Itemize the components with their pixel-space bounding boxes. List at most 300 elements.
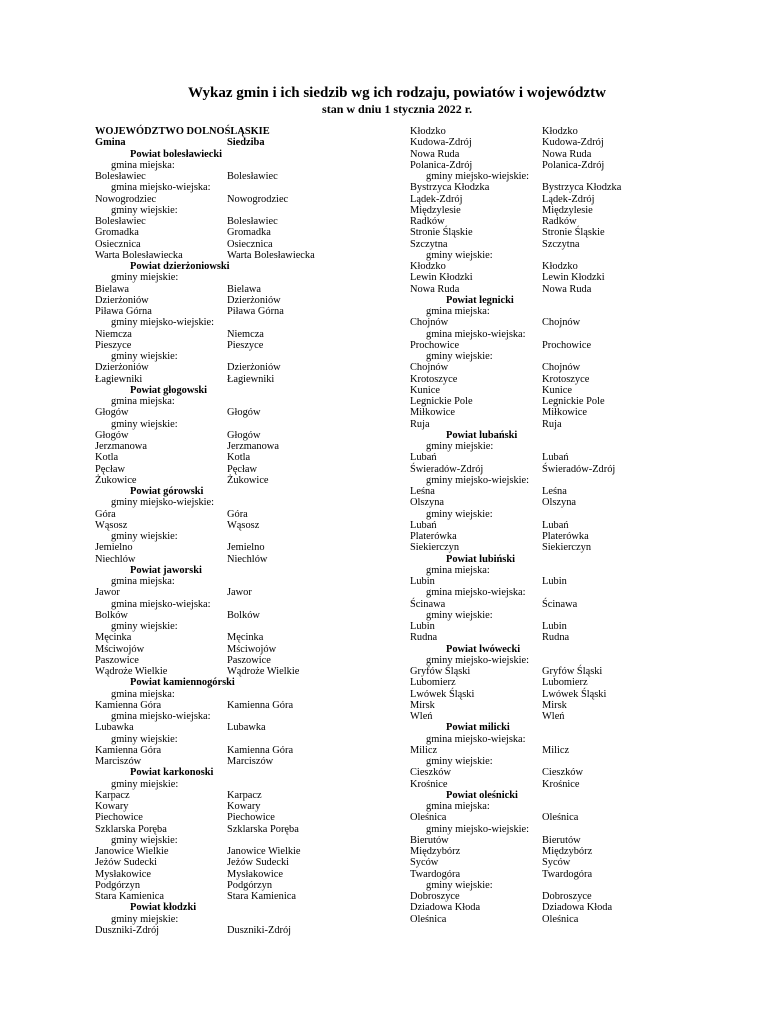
gmina-name: Kłodzko	[410, 261, 446, 272]
gmina-row	[410, 374, 660, 385]
siedziba-name: Platerówka	[542, 531, 589, 542]
gmina-row	[410, 542, 660, 553]
gmina-row	[95, 430, 385, 441]
gmina-type-label	[410, 801, 660, 812]
gmina-name: Nowa Ruda	[410, 148, 460, 160]
gmina-name: Bielawa	[95, 283, 130, 295]
siedziba-name: Syców	[542, 857, 571, 869]
gmina-name: Lewin Kłodzki	[410, 272, 473, 284]
gmina-row	[95, 216, 385, 227]
gmina-row	[95, 509, 385, 520]
gmina-row	[410, 857, 660, 868]
gmina-row	[95, 239, 385, 250]
gmina-name: Łagiewniki	[95, 373, 143, 385]
gmina-name: Lubań	[410, 519, 437, 531]
gmina-row	[410, 317, 660, 328]
siedziba-name: Lubin	[542, 576, 567, 587]
siedziba-name: Podgórzyn	[227, 879, 273, 891]
gmina-row	[410, 666, 660, 677]
gmina-row	[95, 925, 385, 936]
gmina-name: Bierutów	[410, 834, 449, 846]
gmina-name: Dzierżoniów	[95, 294, 149, 306]
gmina-row	[95, 722, 385, 733]
gmina-row	[410, 520, 660, 531]
gmina-row	[95, 340, 385, 351]
gmina-row	[95, 745, 385, 756]
powiat-heading	[410, 295, 660, 306]
powiat-name: Powiat głogowski	[130, 384, 208, 396]
siedziba-name: Kłodzko	[542, 261, 578, 272]
siedziba-name: Bolków	[227, 609, 260, 621]
gmina-name: Piława Górna	[95, 306, 152, 317]
powiat-name: Powiat legnicki	[446, 294, 514, 306]
siedziba-name: Leśna	[542, 486, 567, 497]
gmina-type-text: gminy miejsko-wiejskie:	[111, 497, 215, 509]
gmina-name: Kamienna Góra	[95, 699, 162, 711]
gmina-type-text: gmina miejsko-wiejska:	[426, 587, 526, 599]
gmina-row	[410, 812, 660, 823]
siedziba-name: Lubań	[542, 452, 569, 464]
gmina-name: Szczytna	[410, 238, 448, 250]
gmina-name: Kunice	[410, 384, 441, 396]
gmina-name: Mysłakowice	[95, 868, 151, 880]
gmina-type-label	[95, 689, 385, 700]
gmina-row	[410, 205, 660, 216]
gmina-name: Jawor	[95, 587, 120, 599]
gmina-row	[95, 374, 385, 385]
siedziba-name: Jerzmanowa	[227, 441, 279, 452]
gmina-type-text: gminy wiejskie:	[111, 834, 178, 846]
gmina-name: Twardogóra	[410, 868, 461, 880]
gmina-row	[95, 587, 385, 598]
gmina-name: Góra	[95, 508, 116, 520]
gmina-type-text: gminy miejsko-wiejskie:	[426, 654, 530, 666]
powiat-name: Powiat jaworski	[130, 564, 202, 576]
gmina-name: Ruja	[410, 418, 430, 430]
siedziba-name: Góra	[227, 508, 248, 520]
gmina-row	[410, 464, 660, 475]
powiat-heading	[95, 902, 385, 913]
gmina-name: Duszniki-Zdrój	[95, 924, 160, 936]
gmina-row	[95, 857, 385, 868]
siedziba-name: Radków	[542, 216, 577, 227]
gmina-name: Marciszów	[95, 756, 142, 767]
siedziba-name: Paszowice	[227, 654, 271, 666]
gmina-type-label	[410, 880, 660, 891]
gmina-name: Pęcław	[95, 463, 126, 475]
gmina-type-text: gmina miejsko-wiejska:	[426, 733, 526, 745]
powiat-name: Powiat oleśnicki	[446, 789, 518, 801]
powiat-name: Powiat bolesławiecki	[130, 148, 223, 160]
voivodeship-name: WOJEWÓDZTWO DOLNOŚLĄSKIE	[95, 126, 270, 137]
gmina-name: Oleśnica	[410, 913, 447, 925]
gmina-name: Mirsk	[410, 699, 435, 711]
gmina-name: Bystrzyca Kłodzka	[410, 182, 490, 194]
gmina-type-text: gminy wiejskie:	[111, 733, 178, 745]
gmina-type-text: gminy wiejskie:	[426, 609, 493, 621]
powiat-heading	[95, 486, 385, 497]
gmina-name: Rudna	[410, 632, 438, 644]
gmina-row	[410, 767, 660, 778]
gmina-name: Jerzmanowa	[95, 441, 147, 452]
gmina-row	[95, 790, 385, 801]
gmina-name: Lubawka	[95, 722, 134, 734]
left-column	[95, 126, 385, 936]
gmina-name: Międzybórz	[410, 846, 461, 857]
gmina-row	[410, 216, 660, 227]
gmina-row	[410, 227, 660, 238]
gmina-row	[410, 497, 660, 508]
siedziba-name: Wleń	[542, 711, 565, 722]
gmina-name: Prochowice	[410, 339, 460, 351]
gmina-row	[410, 284, 660, 295]
siedziba-name: Chojnów	[542, 362, 581, 374]
gmina-type-text: gminy wiejskie:	[111, 418, 178, 430]
gmina-type-label	[410, 171, 660, 182]
siedziba-name: Międzylesie	[542, 204, 593, 216]
siedziba-name: Głogów	[227, 429, 261, 441]
gmina-name: Nowa Ruda	[410, 283, 460, 295]
siedziba-name: Nowogrodziec	[227, 193, 289, 205]
siedziba-name: Legnickie Pole	[542, 396, 605, 407]
gmina-row	[410, 689, 660, 700]
siedziba-name: Kotla	[227, 452, 251, 464]
gmina-name: Miłkowice	[410, 407, 456, 419]
siedziba-name: Lewin Kłodzki	[542, 272, 605, 284]
gmina-row	[410, 711, 660, 722]
gmina-row	[95, 542, 385, 553]
powiat-heading	[410, 722, 660, 733]
gmina-name: Olszyna	[410, 497, 445, 509]
gmina-type-label	[95, 711, 385, 722]
siedziba-name: Gryfów Śląski	[542, 666, 603, 677]
gmina-row	[95, 812, 385, 823]
gmina-row	[410, 835, 660, 846]
gmina-name: Lwówek Śląski	[410, 688, 475, 700]
siedziba-name: Żukowice	[227, 474, 269, 486]
title-block	[0, 85, 768, 116]
siedziba-name: Nowa Ruda	[542, 283, 592, 295]
siedziba-name: Szczytna	[542, 238, 580, 250]
gmina-row	[95, 306, 385, 317]
gmina-name: Oleśnica	[410, 812, 447, 824]
gmina-type-text: gmina miejsko-wiejska:	[111, 711, 211, 722]
gmina-name: Radków	[410, 216, 445, 227]
gmina-type-text: gmina miejsko-wiejska:	[426, 328, 526, 340]
gmina-row	[410, 486, 660, 497]
page-title: Wykaz gmin i ich siedzib wg ich rodzaju, powiatów i województw	[188, 85, 606, 101]
gmina-name: Wleń	[410, 711, 433, 722]
siedziba-name: Oleśnica	[542, 913, 579, 925]
gmina-name: Paszowice	[95, 654, 139, 666]
gmina-row	[410, 531, 660, 542]
siedziba-name: Dzierżoniów	[227, 294, 281, 306]
siedziba-name: Miłkowice	[542, 407, 588, 419]
gmina-name: Leśna	[410, 486, 435, 497]
gmina-type-label	[95, 779, 385, 790]
siedziba-name: Ścinawa	[542, 598, 578, 610]
gmina-name: Mściwojów	[95, 643, 145, 655]
gmina-type-label	[410, 250, 660, 261]
gmina-row	[95, 891, 385, 902]
gmina-row	[410, 149, 660, 160]
gmina-name: Podgórzyn	[95, 879, 141, 891]
siedziba-name: Stara Kamienica	[227, 891, 296, 902]
gmina-type-text: gminy miejsko-wiejskie:	[426, 171, 530, 182]
gmina-name: Kudowa-Zdrój	[410, 137, 472, 149]
siedziba-name: Niemcza	[227, 328, 264, 340]
gmina-type-label	[95, 182, 385, 193]
gmina-name: Niemcza	[95, 328, 132, 340]
gmina-type-text: gminy miejskie:	[111, 272, 179, 284]
gmina-row	[95, 554, 385, 565]
gmina-name: Osiecznica	[95, 238, 141, 250]
gmina-name: Kowary	[95, 801, 129, 812]
gmina-name: Pieszyce	[95, 339, 132, 351]
gmina-name: Dzierżoniów	[95, 362, 149, 374]
gmina-name: Lubań	[410, 452, 437, 464]
gmina-name: Piechowice	[95, 812, 143, 824]
gmina-type-label	[95, 419, 385, 430]
powiat-heading	[410, 644, 660, 655]
gmina-name: Janowice Wielkie	[95, 846, 169, 857]
siedziba-name: Prochowice	[542, 339, 592, 351]
gmina-row	[95, 329, 385, 340]
siedziba-name: Męcinka	[227, 632, 264, 644]
gmina-type-label	[95, 205, 385, 216]
siedziba-name: Kłodzko	[542, 126, 578, 137]
siedziba-name: Siekierczyn	[542, 542, 592, 554]
gmina-name: Siekierczyn	[410, 542, 460, 554]
gmina-row	[95, 824, 385, 835]
siedziba-name: Olszyna	[542, 497, 577, 509]
siedziba-name: Oleśnica	[542, 812, 579, 824]
siedziba-name: Cieszków	[542, 767, 583, 779]
gmina-name: Męcinka	[95, 632, 132, 644]
gmina-row	[410, 407, 660, 418]
gmina-row	[95, 441, 385, 452]
gmina-name: Kotla	[95, 452, 119, 464]
voivodeship-heading	[95, 126, 385, 137]
siedziba-name: Duszniki-Zdrój	[227, 924, 292, 936]
gmina-name: Krośnice	[410, 778, 448, 790]
siedziba-name: Piława Górna	[227, 306, 284, 317]
siedziba-name: Mściwojów	[227, 643, 277, 655]
gmina-name: Lubin	[410, 576, 435, 587]
gmina-type-label	[95, 160, 385, 171]
gmina-name: Milicz	[410, 744, 438, 756]
gmina-name: Świeradów-Zdrój	[410, 463, 484, 475]
gmina-row	[410, 599, 660, 610]
gmina-type-label	[95, 734, 385, 745]
siedziba-name: Lubawka	[227, 722, 266, 734]
powiat-name: Powiat karkonoski	[130, 767, 214, 779]
gmina-row	[410, 340, 660, 351]
gmina-row	[410, 779, 660, 790]
gmina-name: Gryfów Śląski	[410, 666, 471, 677]
gmina-row	[410, 902, 660, 913]
gmina-name: Jemielno	[95, 542, 133, 554]
siedziba-name: Głogów	[227, 407, 261, 419]
powiat-heading	[95, 677, 385, 688]
gmina-row	[95, 846, 385, 857]
gmina-type-text: gmina miejsko-wiejska:	[111, 182, 211, 194]
powiat-name: Powiat kłodzki	[130, 902, 197, 914]
powiat-name: Powiat milicki	[446, 722, 510, 734]
gmina-row	[95, 655, 385, 666]
powiat-heading	[95, 385, 385, 396]
siedziba-name: Niechlów	[227, 553, 268, 565]
siedziba-name: Szklarska Poręba	[227, 823, 299, 835]
gmina-row	[410, 160, 660, 171]
gmina-type-text: gminy wiejskie:	[426, 756, 493, 767]
siedziba-name: Mirsk	[542, 699, 567, 711]
gmina-type-text: gmina miejsko-wiejska:	[111, 598, 211, 610]
gmina-type-text: gminy wiejskie:	[111, 204, 178, 216]
gmina-type-text: gminy wiejskie:	[426, 249, 493, 261]
powiat-name: Powiat dzierżoniowski	[130, 261, 230, 272]
gmina-type-label	[410, 734, 660, 745]
gmina-type-text: gmina miejska:	[111, 688, 175, 700]
gmina-name: Głogów	[95, 429, 129, 441]
gmina-type-label	[410, 655, 660, 666]
gmina-row	[95, 475, 385, 486]
gmina-type-text: gmina miejska:	[111, 396, 175, 407]
siedziba-name: Krośnice	[542, 778, 580, 790]
siedziba-name: Lwówek Śląski	[542, 688, 607, 700]
gmina-name: Karpacz	[95, 789, 130, 801]
gmina-row	[410, 846, 660, 857]
siedziba-name: Kamienna Góra	[227, 744, 294, 756]
gmina-name: Bolesławiec	[95, 216, 146, 227]
gmina-row	[95, 880, 385, 891]
gmina-type-text: gminy wiejskie:	[426, 351, 493, 362]
siedziba-name: Wąsosz	[227, 519, 260, 531]
gmina-name: Kłodzko	[410, 126, 446, 137]
gmina-type-text: gmina miejska:	[426, 801, 490, 812]
siedziba-name: Lubin	[542, 621, 567, 632]
siedziba-name: Bolesławiec	[227, 171, 278, 182]
gmina-name: Kamienna Góra	[95, 744, 162, 756]
siedziba-name: Lubomierz	[542, 677, 588, 689]
gmina-type-label	[95, 497, 385, 508]
gmina-name: Lubin	[410, 621, 435, 632]
siedziba-name: Karpacz	[227, 789, 262, 801]
gmina-name: Chojnów	[410, 317, 449, 329]
gmina-name: Gromadka	[95, 227, 139, 239]
siedziba-name: Polanica-Zdrój	[542, 159, 605, 171]
gmina-type-label	[95, 599, 385, 610]
gmina-row	[410, 194, 660, 205]
gmina-row	[410, 632, 660, 643]
gmina-name: Głogów	[95, 407, 129, 419]
siedziba-name: Bolesławiec	[227, 216, 278, 227]
gmina-row	[95, 295, 385, 306]
siedziba-name: Świeradów-Zdrój	[542, 463, 616, 475]
siedziba-name: Kunice	[542, 384, 573, 396]
gmina-name: Lądek-Zdrój	[410, 193, 463, 205]
siedziba-name: Kowary	[227, 801, 261, 812]
siedziba-name: Jeżów Sudecki	[227, 857, 290, 869]
gmina-name: Jeżów Sudecki	[95, 857, 158, 869]
gmina-type-label	[95, 272, 385, 283]
gmina-row	[410, 182, 660, 193]
powiat-name: Powiat lubiński	[446, 553, 516, 565]
gmina-type-label	[95, 317, 385, 328]
gmina-name: Wądroże Wielkie	[95, 666, 168, 677]
gmina-type-text: gminy wiejskie:	[111, 621, 178, 632]
gmina-name: Warta Bolesławiecka	[95, 249, 183, 261]
powiat-heading	[410, 430, 660, 441]
gmina-name: Szklarska Poręba	[95, 823, 167, 835]
gmina-name: Bolesławiec	[95, 171, 146, 182]
gmina-type-text: gminy wiejskie:	[111, 531, 178, 542]
gmina-row	[95, 666, 385, 677]
gmina-name: Bolków	[95, 609, 128, 621]
gmina-name: Nowogrodziec	[95, 193, 157, 205]
gmina-type-text: gmina miejska:	[111, 576, 175, 587]
gmina-row	[410, 891, 660, 902]
gmina-name: Żukowice	[95, 474, 137, 486]
powiat-heading	[410, 790, 660, 801]
gmina-row	[95, 610, 385, 621]
siedziba-name: Warta Bolesławiecka	[227, 249, 315, 261]
header-siedziba: Siedziba	[227, 137, 265, 149]
gmina-row	[410, 914, 660, 925]
siedziba-name: Lądek-Zdrój	[542, 193, 595, 205]
gmina-name: Chojnów	[410, 362, 449, 374]
siedziba-name: Bielawa	[227, 283, 262, 295]
gmina-type-label	[410, 351, 660, 362]
gmina-row	[410, 385, 660, 396]
gmina-name: Polanica-Zdrój	[410, 159, 473, 171]
siedziba-name: Dziadowa Kłoda	[542, 902, 613, 914]
siedziba-name: Gromadka	[227, 227, 271, 239]
gmina-type-text: gminy wiejskie:	[426, 879, 493, 891]
gmina-type-label	[410, 306, 660, 317]
powiat-name: Powiat lubański	[446, 429, 518, 441]
gmina-row	[410, 452, 660, 463]
gmina-type-text: gminy miejsko-wiejskie:	[426, 474, 530, 486]
gmina-type-text: gminy miejskie:	[111, 913, 179, 925]
gmina-type-label	[410, 587, 660, 598]
gmina-type-text: gminy wiejskie:	[426, 508, 493, 520]
gmina-type-label	[410, 565, 660, 576]
gmina-row	[410, 239, 660, 250]
gmina-row	[95, 644, 385, 655]
gmina-name: Krotoszyce	[410, 373, 458, 385]
header-gmina: Gmina	[95, 137, 126, 149]
gmina-type-label	[95, 835, 385, 846]
gmina-type-label	[95, 914, 385, 925]
gmina-row	[410, 745, 660, 756]
gmina-type-text: gminy miejsko-wiejskie:	[111, 317, 215, 329]
gmina-row	[95, 250, 385, 261]
gmina-name: Lubomierz	[410, 677, 456, 689]
gmina-row	[410, 261, 660, 272]
page-subtitle: stan w dniu 1 stycznia 2022 r.	[322, 102, 472, 116]
gmina-name: Wąsosz	[95, 519, 128, 531]
gmina-row	[410, 677, 660, 688]
siedziba-name: Osiecznica	[227, 238, 273, 250]
siedziba-name: Janowice Wielkie	[227, 846, 301, 857]
gmina-name: Stronie Śląskie	[410, 227, 473, 239]
gmina-name: Dobroszyce	[410, 891, 460, 902]
powiat-heading	[95, 767, 385, 778]
gmina-type-label	[95, 396, 385, 407]
powiat-heading	[410, 554, 660, 565]
gmina-name: Legnickie Pole	[410, 396, 473, 407]
